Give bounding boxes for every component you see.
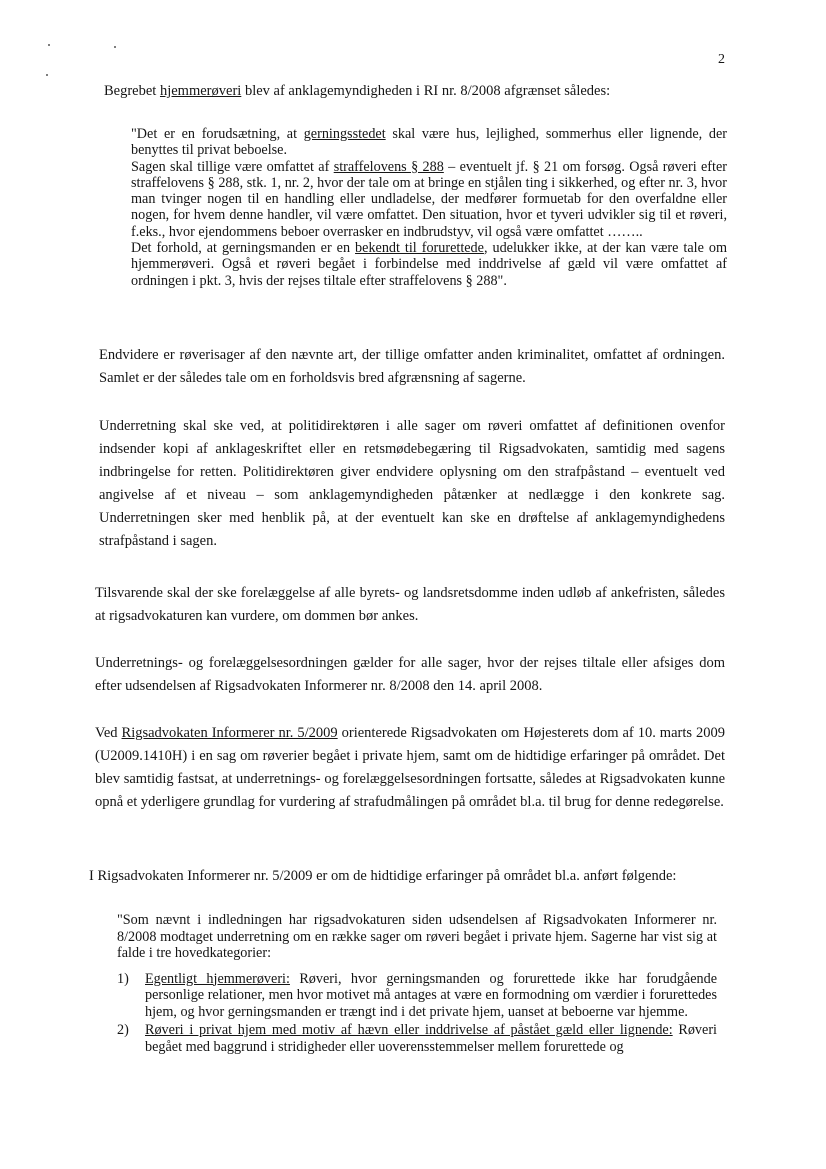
quote-text: – eventuelt jf. § 21 om forsøg. Også røveri efter straffelovens § 288, stk. 1, nr. 2, hvor der tale om at bringe en stjålen ting i sikkerhed, og efter nr. 3, hvor man tvinger nogen til en handling eller undladelse, der medfører formuetab for den overfaldne eller nogen, for hvem denne handler, vil være omfattet. Den situation, hvor et tyveri udvikler sig til et røveri, f.eks., hvor ejendommens beboer overrasker en indbrudstyv, vil også være omfattet …….. (131, 158, 727, 240)
paragraph-text: Underretnings- og forelæggelsesordningen gælder for alle sager, hvor der rejses tiltale eller afsiges dom efter udsendelsen af Rigsadvokaten Informerer nr. 8/2008 den 14. april 2008. (95, 655, 725, 694)
quote-intro: "Som nævnt i indledningen har rigsadvokaturen siden udsendelsen af Rigsadvokaten Informerer nr. 8/2008 modtaget underretning om en række sager om røveri begået i private hjem. Sagerne har vist sig at falde i tre hovedkategorier: (117, 912, 717, 961)
paragraph-text: Endvidere er røverisager af den nævnte art, der tillige omfatter anden kriminalitet, omfattet af ordningen. Samlet er der således tale om en forholdsvis bred afgrænsning af sagerne. (99, 347, 725, 386)
scan-speck (114, 46, 116, 48)
category-title: Røveri i privat hjem med motiv af hævn eller inddrivelse af påstået gæld eller lignende: (145, 1022, 673, 1038)
term-hjemmeroeveri: hjemmerøveri (159, 83, 242, 99)
category-text: Røveri, hvor gerningsmanden og forurettede ikke har forudgående personlige relationer, men hvor motivet må antages at være en formodning om værdier i forurettedes hjem, og hvor gerningsmanden er trængt ind i det private hjem, uanset at beboerne var hjemme. (145, 970, 717, 1020)
paragraph-text: Ved (95, 725, 122, 741)
scan-speck (48, 44, 50, 46)
term-bekendt-til-forurettede: bekendt til forurettede (355, 240, 484, 257)
paragraph-5 (95, 652, 725, 698)
paragraph-text: Tilsvarende skal der ske forelæggelse af alle byrets- og landsretsdomme inden udløb af ankefristen, således at rigsadvokaturen kan vurdere, om dommen bør ankes. (95, 585, 725, 624)
quote-text: "Det er en forudsætning, at (131, 126, 304, 142)
term-straffelovens-288: straffelovens § 288 (333, 158, 444, 175)
list-number: 1) (117, 970, 129, 987)
term-ri-5-2009: Rigsadvokaten Informerer nr. 5/2009 (121, 725, 338, 741)
page-number: 2 (718, 52, 725, 67)
category-title: Egentligt hjemmerøveri: (145, 970, 290, 987)
paragraph-4 (95, 582, 725, 628)
intro-text: Begrebet (104, 83, 160, 99)
paragraph-3 (99, 415, 725, 553)
paragraph-2 (99, 344, 725, 390)
list-number: 2) (117, 1022, 129, 1038)
scan-speck (46, 74, 48, 76)
quote-text: , udelukker ikke, at der kan være tale om hjemmerøveri. Også et røveri begået i forbindelse med inddrivelse af gæld vil være omfattet af ordningen i pkt. 3, hvis der rejses tiltale efter straffelovens § 288". (131, 240, 727, 289)
category-text: Røveri begået med baggrund i stridigheder eller uoverensstemmelser mellem forurettede og (145, 1022, 717, 1055)
quote-ri-8-2008 (131, 126, 727, 289)
paragraph-text: I Rigsadvokaten Informerer nr. 5/2009 er om de hidtidige erfaringer på området bl.a. anført følgende: (89, 868, 677, 884)
paragraph-6 (95, 722, 725, 814)
category-item-2 (117, 1022, 717, 1055)
quote-text: Sagen skal tillige være omfattet af (131, 158, 334, 175)
quote-text: skal være hus, lejlighed, sommerhus eller lignende, der benyttes til privat beboelse. (131, 126, 728, 159)
paragraph-text: Underretning skal ske ved, at politidirektøren i alle sager om røveri omfattet af definitionen ovenfor indsender kopi af anklageskriftet eller en retsmødebegæring til Rigsadvokaten, samtidig med sagens indbringelse for retten. Politidirektøren giver endvidere oplysning om den strafpåstand – eventuelt ved angivelse af et niveau – som anklagemyndigheden påtænker at nedlægge i den konkrete sag. Underretningen sker med henblik på, at der eventuelt kan ske en drøftelse af anklagemyndighedens strafpåstand i sagen. (99, 418, 725, 549)
intro-text: blev af anklagemyndigheden i RI nr. 8/2008 afgrænset således: (241, 83, 611, 99)
paragraph-7 (89, 865, 729, 888)
quote-text: Det forhold, at gerningsmanden er en (131, 240, 356, 257)
category-item-1 (117, 971, 717, 1021)
term-gerningsstedet: gerningsstedet (303, 126, 386, 142)
paragraph-text: orienterede Rigsadvokaten om Højesterets dom af 10. marts 2009 (U2009.1410H) i en sag om røverier begået i private hjem, samt om de hidtidige erfaringer på området. Det blev samtidig fastsat, at underretnings- og forelæggelsesordningen fortsatte, således at Rigsadvokaten kunne opnå et yderligere grundlag for vurdering af strafudmålingen på området bl.a. til brug for denne redegørelse. (95, 725, 725, 810)
intro-paragraph (104, 80, 664, 103)
quote-ri-5-2009 (117, 912, 717, 1055)
